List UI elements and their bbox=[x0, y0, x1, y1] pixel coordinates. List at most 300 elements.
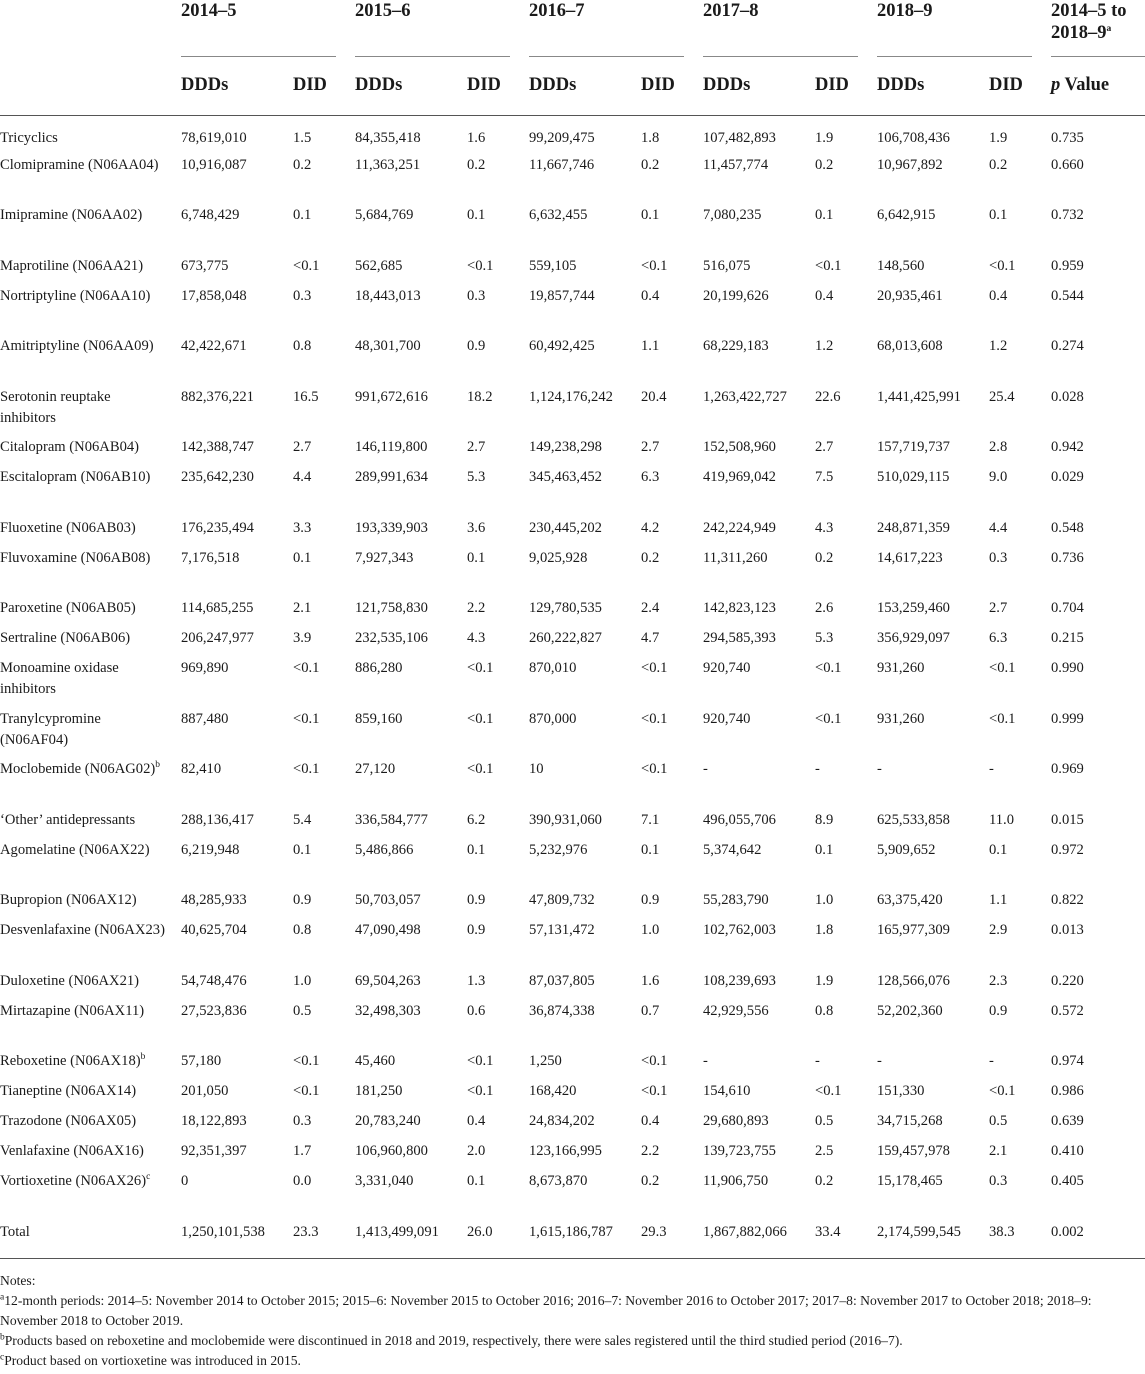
did-value: - bbox=[815, 1053, 820, 1069]
did-value: 0.5 bbox=[293, 1002, 312, 1019]
ddds-value: 289,991,634 bbox=[355, 469, 428, 485]
did-value: 0.9 bbox=[467, 922, 486, 938]
did-value: <0.1 bbox=[293, 1053, 320, 1069]
ddds-value: 18,122,893 bbox=[181, 1113, 247, 1129]
p-value-header-p: p bbox=[1051, 75, 1061, 95]
table-row bbox=[0, 995, 1145, 1046]
did-value: 1.7 bbox=[293, 1143, 312, 1159]
note-b bbox=[0, 1331, 1140, 1351]
ddds-value: 149,238,298 bbox=[529, 439, 602, 455]
did-value: <0.1 bbox=[641, 660, 668, 676]
did-value: 1.0 bbox=[815, 892, 834, 908]
did-value: 4.4 bbox=[293, 469, 312, 485]
did-value: 0.3 bbox=[293, 287, 312, 304]
did-value: 0.5 bbox=[815, 1113, 834, 1129]
drug-name-cell bbox=[0, 330, 172, 381]
drug-name-cell bbox=[0, 995, 172, 1046]
did-value: 22.6 bbox=[815, 388, 841, 405]
did-value: 2.2 bbox=[641, 1143, 660, 1159]
drug-name-cell bbox=[0, 914, 172, 965]
ddds-value: 625,533,858 bbox=[877, 811, 950, 828]
ddds-value: 870,000 bbox=[529, 710, 577, 727]
ddds-value: 969,890 bbox=[181, 660, 229, 676]
ddds-value: - bbox=[703, 761, 708, 777]
table-row bbox=[0, 512, 1145, 542]
ddds-value: 42,422,671 bbox=[181, 338, 247, 354]
p-value: 0.639 bbox=[1051, 1113, 1084, 1129]
ddds-value: 55,283,790 bbox=[703, 892, 769, 908]
did-value: 1.2 bbox=[989, 338, 1008, 354]
drug-name-cell bbox=[0, 1075, 172, 1105]
ddds-value: 230,445,202 bbox=[529, 519, 602, 536]
did-value: 0.1 bbox=[815, 841, 834, 858]
did-value: <0.1 bbox=[815, 257, 842, 274]
table-row bbox=[0, 330, 1145, 381]
table-row bbox=[0, 834, 1145, 885]
ddds-value: 496,055,706 bbox=[703, 811, 776, 828]
did-value: 3.6 bbox=[467, 519, 486, 536]
ddds-value: 510,029,115 bbox=[877, 469, 950, 485]
did-value: <0.1 bbox=[815, 1083, 842, 1099]
ddds-value: 82,410 bbox=[181, 761, 222, 777]
p-value: 0.410 bbox=[1051, 1143, 1084, 1159]
did-value: <0.1 bbox=[467, 660, 494, 676]
did-value: 0.0 bbox=[293, 1173, 312, 1189]
ddds-value: 920,740 bbox=[703, 710, 751, 727]
did-value: - bbox=[815, 761, 820, 777]
drug-name-cell bbox=[0, 592, 172, 622]
drug-name-cell bbox=[0, 804, 172, 834]
drug-name: Maprotiline (N06AA21) bbox=[0, 257, 144, 274]
did-value: 0.2 bbox=[641, 549, 660, 566]
drug-name: Fluvoxamine (N06AB08) bbox=[0, 549, 151, 566]
did-header: DID bbox=[632, 57, 694, 115]
did-value: 1.3 bbox=[467, 972, 486, 989]
ddds-value: 92,351,397 bbox=[181, 1143, 247, 1159]
p-value: 0.405 bbox=[1051, 1173, 1084, 1189]
ddds-value: 176,235,494 bbox=[181, 519, 254, 536]
did-value: 29.3 bbox=[632, 1216, 694, 1259]
table-header bbox=[0, 0, 1145, 115]
did-value: 1.8 bbox=[815, 922, 834, 938]
notes-heading: Notes: bbox=[0, 1273, 36, 1288]
drug-name: Sertraline (N06AB06) bbox=[0, 630, 131, 646]
ddds-value: 69,504,263 bbox=[355, 972, 421, 989]
ddds-value: - bbox=[877, 761, 882, 777]
ddds-value: 235,642,230 bbox=[181, 469, 254, 485]
did-value: <0.1 bbox=[641, 710, 668, 727]
table-row bbox=[0, 1135, 1145, 1165]
ddds-value: 9,025,928 bbox=[529, 549, 588, 566]
period-header-row bbox=[0, 0, 1145, 57]
did-value: 0.1 bbox=[293, 207, 312, 223]
did-value: 1.0 bbox=[293, 972, 312, 989]
ddds-value: 151,330 bbox=[877, 1083, 925, 1099]
ddds-value: 34,715,268 bbox=[877, 1113, 943, 1129]
drug-name: Fluoxetine (N06AB03) bbox=[0, 519, 136, 536]
did-value: 25.4 bbox=[989, 388, 1015, 405]
did-value: 4.3 bbox=[815, 519, 834, 536]
ddds-value: 78,619,010 bbox=[181, 129, 247, 146]
ddds-value: 345,463,452 bbox=[529, 469, 602, 485]
drug-name: Tianeptine (N06AX14) bbox=[0, 1083, 137, 1099]
ddds-value: 193,339,903 bbox=[355, 519, 428, 536]
did-value: 0.3 bbox=[989, 1173, 1008, 1189]
ddds-value: 7,927,343 bbox=[355, 549, 414, 566]
note-a-text: 12-month periods: 2014–5: November 2014 to October 2015; 2015–6: November 2015 to October 2016; 2016–7: November 2016 to October 2017; 2017–8: November 2017 to October 2018; 2018–9: November 2018 to October 2019. bbox=[0, 1293, 1092, 1328]
ddds-value: 201,050 bbox=[181, 1083, 229, 1099]
ddds-value: 47,090,498 bbox=[355, 922, 421, 938]
period-header-2016-7: 2016–7 bbox=[520, 0, 694, 57]
footnote-marker: b bbox=[140, 1052, 146, 1063]
did-value: 2.1 bbox=[293, 600, 312, 616]
p-value: 0.220 bbox=[1051, 972, 1084, 989]
drug-name: Nortriptyline (N06AA10) bbox=[0, 287, 151, 304]
ddds-value: 128,566,076 bbox=[877, 972, 950, 989]
ddds-header: DDDs bbox=[694, 57, 806, 115]
ddds-value: 920,740 bbox=[703, 660, 751, 676]
ddds-value: 10,916,087 bbox=[181, 156, 247, 173]
ddds-value: 1,615,186,787 bbox=[520, 1216, 632, 1259]
p-value: 0.959 bbox=[1051, 257, 1084, 274]
ddds-value: 87,037,805 bbox=[529, 972, 595, 989]
ddds-value: 336,584,777 bbox=[355, 811, 428, 828]
p-value: 0.572 bbox=[1051, 1002, 1084, 1019]
p-value: 0.013 bbox=[1051, 922, 1084, 938]
ddds-value: 121,758,830 bbox=[355, 600, 428, 616]
table-row bbox=[0, 1165, 1145, 1216]
ddds-value: 294,585,393 bbox=[703, 630, 776, 646]
ddds-value: 248,871,359 bbox=[877, 519, 950, 536]
did-value: 1.1 bbox=[641, 338, 660, 354]
ddds-value: 99,209,475 bbox=[529, 129, 595, 146]
p-value: 0.002 bbox=[1042, 1216, 1145, 1259]
table-row bbox=[0, 914, 1145, 965]
note-c-marker: c bbox=[0, 1352, 5, 1363]
did-value: <0.1 bbox=[641, 761, 668, 777]
ddds-value: 106,960,800 bbox=[355, 1143, 428, 1159]
drug-name-cell bbox=[0, 652, 172, 703]
drug-name-cell bbox=[0, 542, 172, 593]
note-a-marker: a bbox=[0, 1292, 5, 1303]
ddds-value: 20,935,461 bbox=[877, 287, 943, 304]
did-value: 26.0 bbox=[458, 1216, 520, 1259]
did-value: 6.3 bbox=[641, 469, 660, 485]
note-a bbox=[0, 1291, 1140, 1331]
did-value: 2.0 bbox=[467, 1143, 486, 1159]
p-value: 0.548 bbox=[1051, 519, 1084, 536]
drug-name: Tricyclics bbox=[0, 129, 58, 146]
table-row bbox=[0, 149, 1145, 200]
p-value: 0.215 bbox=[1051, 630, 1084, 646]
drug-name: Total bbox=[0, 1223, 30, 1240]
ddds-value: 419,969,042 bbox=[703, 469, 776, 485]
did-value: 0.2 bbox=[989, 156, 1008, 173]
did-header: DID bbox=[806, 57, 868, 115]
did-value: 1.0 bbox=[641, 922, 660, 938]
drug-name-cell bbox=[0, 199, 172, 250]
ddds-value: 6,748,429 bbox=[181, 207, 240, 223]
ddds-value: 142,823,123 bbox=[703, 600, 776, 616]
ddds-value: 931,260 bbox=[877, 660, 925, 676]
drug-name: Agomelatine (N06AX22) bbox=[0, 841, 150, 858]
did-value: 0.2 bbox=[293, 156, 312, 173]
did-value: 16.5 bbox=[293, 388, 319, 405]
ddds-value: 24,834,202 bbox=[529, 1113, 595, 1129]
drug-name-cell bbox=[0, 1105, 172, 1135]
ddds-value: 57,131,472 bbox=[529, 922, 595, 938]
p-value: 0.736 bbox=[1051, 549, 1084, 566]
did-value: <0.1 bbox=[293, 1083, 320, 1099]
ddds-value: 68,013,608 bbox=[877, 338, 943, 354]
table-row bbox=[0, 250, 1145, 280]
ddds-value: 10 bbox=[529, 761, 544, 777]
table-row bbox=[0, 1045, 1145, 1075]
ddds-value: 5,486,866 bbox=[355, 841, 414, 858]
p-value: 0.822 bbox=[1051, 892, 1084, 908]
drug-name-cell bbox=[0, 622, 172, 652]
drug-name: Citalopram (N06AB04) bbox=[0, 439, 140, 455]
p-value: 0.028 bbox=[1051, 388, 1084, 405]
ddds-value: 11,363,251 bbox=[355, 156, 421, 173]
ddds-value: 181,250 bbox=[355, 1083, 403, 1099]
ddds-value: 931,260 bbox=[877, 710, 925, 727]
did-value: 0.9 bbox=[293, 892, 312, 908]
did-value: 2.7 bbox=[293, 439, 312, 455]
did-value: 0.1 bbox=[293, 841, 312, 858]
ddds-value: 129,780,535 bbox=[529, 600, 602, 616]
did-value: 0.8 bbox=[293, 338, 312, 354]
did-value: 0.1 bbox=[641, 207, 660, 223]
ddds-value: 19,857,744 bbox=[529, 287, 595, 304]
table-row bbox=[0, 622, 1145, 652]
did-value: 0.1 bbox=[641, 841, 660, 858]
ddds-value: 5,684,769 bbox=[355, 207, 414, 223]
did-value: 5.3 bbox=[467, 469, 486, 485]
did-value: 1.1 bbox=[989, 892, 1008, 908]
ddds-value: 17,858,048 bbox=[181, 287, 247, 304]
did-value: 0.4 bbox=[815, 287, 834, 304]
did-value: 1.6 bbox=[641, 972, 660, 989]
did-value: 0.1 bbox=[815, 207, 834, 223]
drug-name-cell bbox=[0, 884, 172, 914]
did-value: 0.9 bbox=[989, 1002, 1008, 1019]
did-value: 0.9 bbox=[641, 892, 660, 908]
table-row bbox=[0, 199, 1145, 250]
ddds-value: 36,874,338 bbox=[529, 1002, 595, 1019]
did-value: 0.2 bbox=[815, 1173, 834, 1189]
drug-name: Desvenlafaxine (N06AX23) bbox=[0, 922, 165, 938]
drug-name-cell bbox=[0, 703, 172, 754]
table-row bbox=[0, 652, 1145, 703]
did-value: 3.3 bbox=[293, 519, 312, 536]
p-value: 0.274 bbox=[1051, 338, 1084, 354]
did-value: 1.9 bbox=[989, 129, 1008, 146]
did-value: 0.1 bbox=[467, 841, 486, 858]
ddds-value: 10,967,892 bbox=[877, 156, 943, 173]
comparison-header-line1: 2014–5 to bbox=[1051, 1, 1127, 21]
p-value: 0.029 bbox=[1051, 469, 1084, 485]
ddds-value: 1,250,101,538 bbox=[172, 1216, 284, 1259]
did-value: 0.2 bbox=[641, 1173, 660, 1189]
ddds-value: 40,625,704 bbox=[181, 922, 247, 938]
ddds-value: 68,229,183 bbox=[703, 338, 769, 354]
ddds-value: 206,247,977 bbox=[181, 630, 254, 646]
did-value: 1.6 bbox=[467, 129, 486, 146]
ddds-value: 1,441,425,991 bbox=[877, 388, 961, 405]
drug-name-cell bbox=[0, 250, 172, 280]
did-value: 1.9 bbox=[815, 972, 834, 989]
did-value: 38.3 bbox=[980, 1216, 1042, 1259]
ddds-value: 1,250 bbox=[529, 1053, 562, 1069]
did-value: 0.4 bbox=[989, 287, 1008, 304]
ddds-value: - bbox=[877, 1053, 882, 1069]
did-value: 0.1 bbox=[467, 1173, 486, 1189]
ddds-value: 168,420 bbox=[529, 1083, 577, 1099]
did-value: 0.1 bbox=[293, 549, 312, 566]
table-row bbox=[0, 280, 1145, 331]
ddds-value: - bbox=[703, 1053, 708, 1069]
did-value: 2.2 bbox=[467, 600, 486, 616]
blank-corner-cell bbox=[0, 0, 172, 57]
p-value: 0.704 bbox=[1051, 600, 1084, 616]
drug-name-cell bbox=[0, 381, 172, 432]
did-value: 0.7 bbox=[641, 1002, 660, 1019]
ddds-value: 356,929,097 bbox=[877, 630, 950, 646]
p-value: 0.969 bbox=[1051, 761, 1084, 777]
ddds-value: 15,178,465 bbox=[877, 1173, 943, 1189]
drug-name-cell bbox=[0, 753, 172, 804]
did-value: 4.7 bbox=[641, 630, 660, 646]
p-value: 0.735 bbox=[1051, 129, 1084, 146]
did-value: 20.4 bbox=[641, 388, 667, 405]
ddds-value: 886,280 bbox=[355, 660, 403, 676]
note-b-text: Products based on reboxetine and moclobemide were discontinued in 2018 and 2019, respectively, there were sales registered until the third studied period (2016–7). bbox=[4, 1333, 903, 1348]
ddds-value: 2,174,599,545 bbox=[868, 1216, 980, 1259]
ddds-value: 7,176,518 bbox=[181, 549, 240, 566]
drug-name-cell bbox=[0, 149, 172, 200]
did-value: 5.3 bbox=[815, 630, 834, 646]
drug-name-cell bbox=[0, 280, 172, 331]
comparison-footnote-marker: a bbox=[1106, 23, 1112, 34]
ddds-value: 232,535,106 bbox=[355, 630, 428, 646]
did-value: 2.9 bbox=[989, 922, 1008, 938]
ddds-value: 32,498,303 bbox=[355, 1002, 421, 1019]
ddds-value: 6,632,455 bbox=[529, 207, 588, 223]
did-value: <0.1 bbox=[989, 710, 1016, 727]
ddds-value: 18,443,013 bbox=[355, 287, 421, 304]
ddds-value: 1,263,422,727 bbox=[703, 388, 787, 405]
table-row bbox=[0, 884, 1145, 914]
did-value: 0.9 bbox=[467, 338, 486, 354]
drug-name: Duloxetine (N06AX21) bbox=[0, 972, 140, 989]
did-value: 0.3 bbox=[467, 287, 486, 304]
did-value: 1.2 bbox=[815, 338, 834, 354]
ddds-value: 27,523,836 bbox=[181, 1002, 247, 1019]
did-value: <0.1 bbox=[293, 257, 320, 274]
ddds-value: 11,667,746 bbox=[529, 156, 595, 173]
drug-name-cell bbox=[0, 1135, 172, 1165]
ddds-value: 27,120 bbox=[355, 761, 396, 777]
p-value-header bbox=[1042, 57, 1145, 115]
did-value: 9.0 bbox=[989, 469, 1008, 485]
ddds-value: 63,375,420 bbox=[877, 892, 943, 908]
did-value: 0.1 bbox=[467, 207, 486, 223]
did-value: 0.2 bbox=[815, 549, 834, 566]
did-value: <0.1 bbox=[641, 1053, 668, 1069]
did-value: 0.2 bbox=[641, 156, 660, 173]
ddds-value: 260,222,827 bbox=[529, 630, 602, 646]
drug-name: Serotonin reuptake inhibitors bbox=[0, 388, 111, 426]
drug-name-cell bbox=[0, 1216, 172, 1259]
did-value: 8.9 bbox=[815, 811, 834, 828]
blank-subheader-cell bbox=[0, 57, 172, 115]
table-row bbox=[0, 753, 1145, 804]
ddds-value: 673,775 bbox=[181, 257, 229, 274]
ddds-value: 108,239,693 bbox=[703, 972, 776, 989]
drug-name-cell bbox=[0, 1165, 172, 1216]
ddds-value: 242,224,949 bbox=[703, 519, 776, 536]
drug-name: Tranylcypromine (N06AF04) bbox=[0, 710, 101, 748]
ddds-value: 48,301,700 bbox=[355, 338, 421, 354]
ddds-value: 288,136,417 bbox=[181, 811, 254, 828]
drug-name-cell bbox=[0, 512, 172, 542]
table-row bbox=[0, 542, 1145, 593]
did-value: <0.1 bbox=[989, 257, 1016, 274]
subheader-row bbox=[0, 57, 1145, 115]
table-row bbox=[0, 804, 1145, 834]
drug-name-cell bbox=[0, 965, 172, 995]
table-row bbox=[0, 1075, 1145, 1105]
ddds-value: 882,376,221 bbox=[181, 388, 254, 405]
ddds-value: 48,285,933 bbox=[181, 892, 247, 908]
ddds-header: DDDs bbox=[520, 57, 632, 115]
p-value: 0.544 bbox=[1051, 287, 1084, 304]
did-value: 4.2 bbox=[641, 519, 660, 536]
ddds-value: 139,723,755 bbox=[703, 1143, 776, 1159]
did-value: 2.7 bbox=[641, 439, 660, 455]
ddds-value: 102,762,003 bbox=[703, 922, 776, 938]
ddds-header: DDDs bbox=[868, 57, 980, 115]
ddds-value: 50,703,057 bbox=[355, 892, 421, 908]
did-value: 2.6 bbox=[815, 600, 834, 616]
comparison-header-line2: 2018–9 bbox=[1051, 23, 1107, 43]
ddds-value: 152,508,960 bbox=[703, 439, 776, 455]
ddds-value: 991,672,616 bbox=[355, 388, 428, 405]
period-header-2014-5: 2014–5 bbox=[172, 0, 346, 57]
period-header-2017-8: 2017–8 bbox=[694, 0, 868, 57]
did-value: 0.4 bbox=[467, 1113, 486, 1129]
did-value: 2.8 bbox=[989, 439, 1008, 455]
ddds-value: 165,977,309 bbox=[877, 922, 950, 938]
did-value: - bbox=[989, 1053, 994, 1069]
drug-name-cell bbox=[0, 834, 172, 885]
did-value: 0.4 bbox=[641, 287, 660, 304]
did-value: 1.8 bbox=[641, 129, 660, 146]
did-value: <0.1 bbox=[467, 710, 494, 727]
ddds-value: 5,374,642 bbox=[703, 841, 762, 858]
ddds-value: 29,680,893 bbox=[703, 1113, 769, 1129]
table-row bbox=[0, 115, 1145, 149]
did-value: 2.7 bbox=[815, 439, 834, 455]
did-value: 0.4 bbox=[641, 1113, 660, 1129]
drug-name-cell bbox=[0, 1045, 172, 1075]
table-row bbox=[0, 461, 1145, 512]
ddds-value: 14,617,223 bbox=[877, 549, 943, 566]
drug-name: Amitriptyline (N06AA09) bbox=[0, 338, 154, 354]
did-value: 18.2 bbox=[467, 388, 493, 405]
did-value: <0.1 bbox=[641, 1083, 668, 1099]
